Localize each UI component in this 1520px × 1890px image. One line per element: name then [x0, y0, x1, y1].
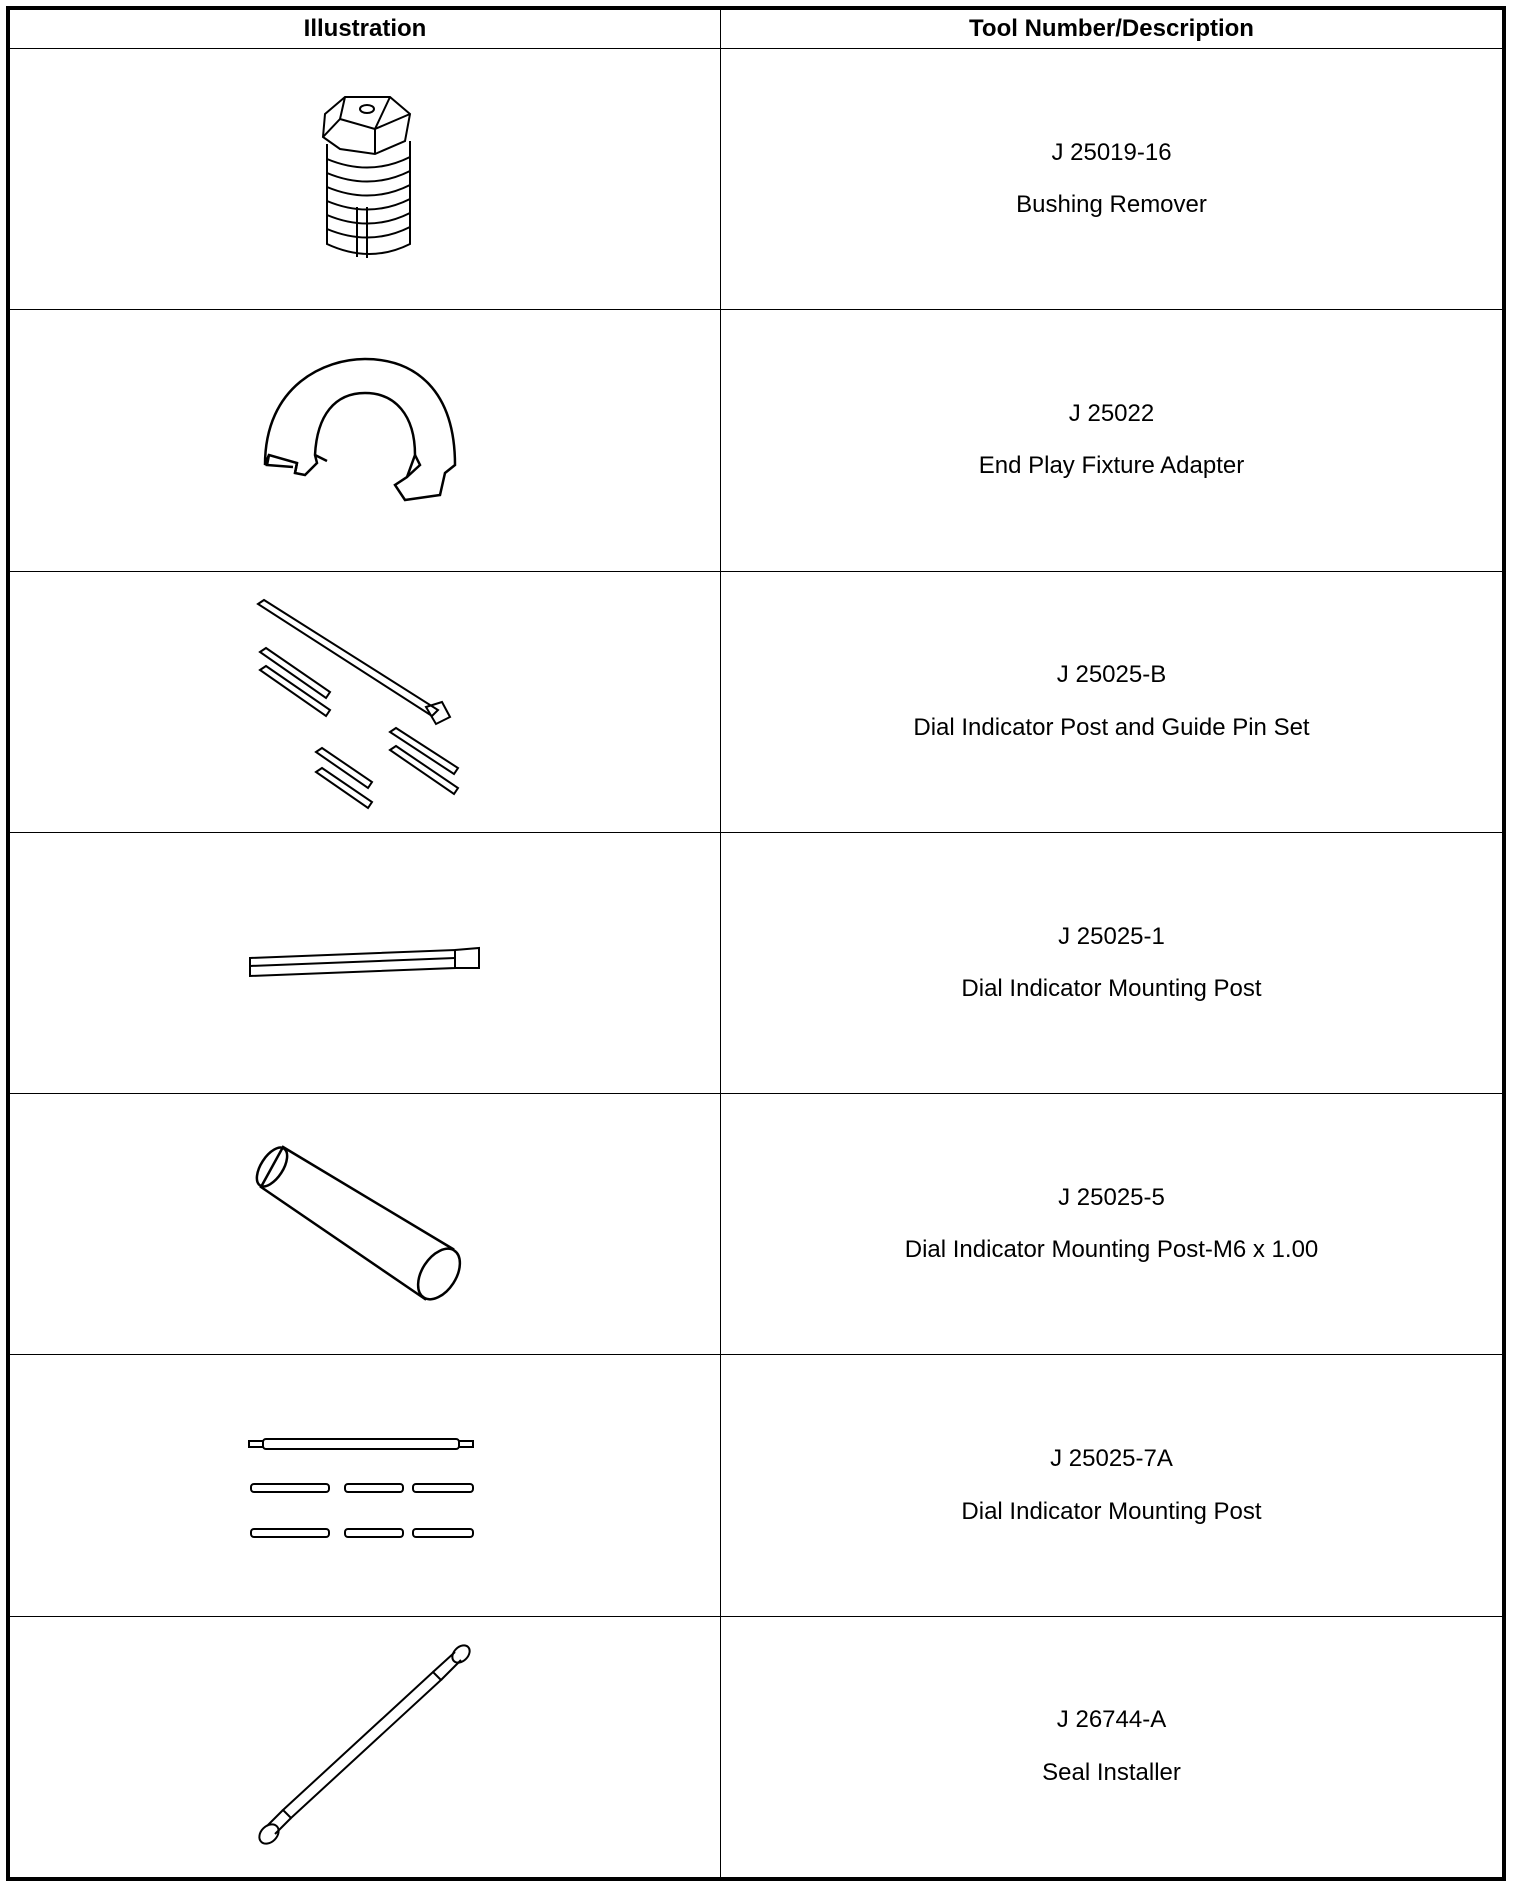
tool-description-cell [721, 571, 1503, 832]
tool-number: J 25022 [1068, 400, 1155, 428]
tool-number: J 25025-B [1056, 661, 1167, 689]
tool-description: Bushing Remover [1016, 191, 1207, 219]
tool-description-cell [721, 832, 1503, 1093]
table-row [10, 1616, 1503, 1877]
tool-description: Dial Indicator Post and Guide Pin Set [913, 713, 1310, 741]
tool-description: End Play Fixture Adapter [978, 452, 1245, 480]
dial-indicator-mounting-post-illustration [245, 938, 485, 988]
illustration-cell [10, 310, 721, 571]
table-row [10, 49, 1503, 310]
tool-description: Dial Indicator Mounting Post [961, 974, 1262, 1002]
special-tools-table [9, 9, 1503, 1878]
illustration-cell [10, 49, 721, 310]
bushing-remover-illustration [295, 89, 435, 269]
tool-description-cell [721, 310, 1503, 571]
table-row [10, 1355, 1503, 1616]
table-row [10, 1094, 1503, 1355]
dial-indicator-mounting-post-m6-illustration [255, 1139, 475, 1309]
tool-description-cell [721, 1094, 1503, 1355]
table-header-row [10, 10, 1503, 49]
end-play-fixture-adapter-illustration [255, 355, 475, 525]
illustration-cell [10, 571, 721, 832]
tool-number: J 25025-1 [1058, 922, 1165, 950]
tool-description-cell [721, 1616, 1503, 1877]
tool-number: J 25025-7A [1050, 1445, 1173, 1473]
header-tool-number-description: Tool Number/Description [721, 10, 1503, 49]
illustration-cell [10, 832, 721, 1093]
tool-number: J 25019-16 [1051, 138, 1172, 166]
table-row [10, 310, 1503, 571]
table-row [10, 571, 1503, 832]
tool-table-frame [6, 6, 1506, 1881]
illustration-cell [10, 1355, 721, 1616]
tool-description-cell [721, 49, 1503, 310]
tool-description: Dial Indicator Mounting Post [961, 1497, 1262, 1525]
illustration-cell [10, 1616, 721, 1877]
header-illustration: Illustration [10, 10, 721, 49]
tool-description: Seal Installer [1042, 1758, 1181, 1786]
seal-installer-illustration [255, 1642, 475, 1852]
illustration-cell [10, 1094, 721, 1355]
tool-description: Dial Indicator Mounting Post-M6 x 1.00 [904, 1236, 1319, 1264]
tool-number: J 25025-5 [1058, 1183, 1165, 1211]
tool-description-cell [721, 1355, 1503, 1616]
dial-indicator-mounting-post-set-illustration [245, 1431, 485, 1541]
dial-indicator-post-guide-pin-set-illustration [250, 592, 480, 812]
table-row [10, 832, 1503, 1093]
tool-number: J 26744-A [1056, 1706, 1167, 1734]
